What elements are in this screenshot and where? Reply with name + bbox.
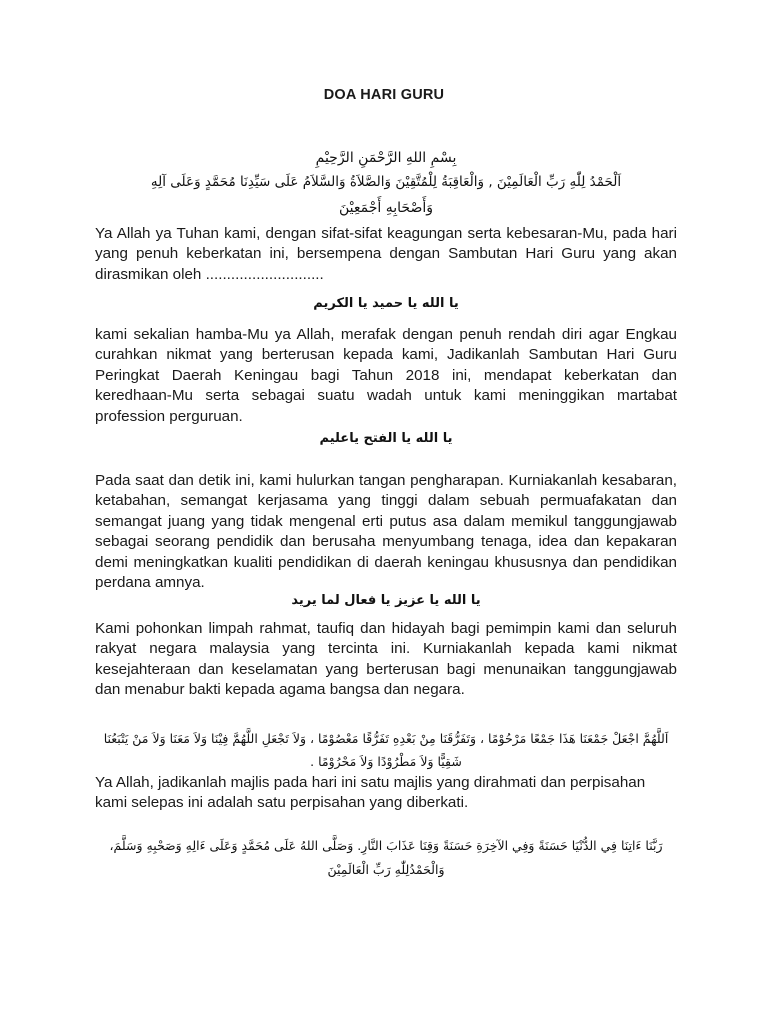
dua-2-line-2: وَالْحَمْدُلِلّٰهِ رَبِّ الْعَالَمِيْنَ (327, 862, 445, 877)
invocation-3: يا الله يا عزيز يا فعال لما يريد (291, 593, 481, 608)
paragraph-5: Ya Allah, jadikanlah majlis pada hari ini satu majlis yang dirahmati dan perpisahan kami selepas ini adalah satu perpisahan yang diberkati. (95, 774, 646, 812)
invocation-2: يا الله يا الفتح ياعليم (319, 431, 453, 446)
dua-2-line-1: رَبَّنَا ءَاتِنَا فِي الدُّنْيَا حَسَنَةً وَفِي الآخِرَةِ حَسَنَةً وَقِنَا عَذَابَ النَّارِ. وَصَلَّى اللهُ عَلَى مُحَمَّدٍ وَعَلَى ءَالِهِ وَصَحْبِهِ وَسَلَّمَ، (109, 838, 663, 853)
paragraph-4: Kami pohonkan limpah rahmat, taufiq dan hidayah bagi pemimpin kami dan seluruh rakyat negara malaysia yang tercinta ini. Kurniakanlah kepada kami nikmat kesejahteraan dan keselamatan yang berterusan bagi menunaikan tanggungjawab dan menabur bakti kepada agama bangsa dan negara. (95, 620, 677, 699)
hamdalah-line-2: وَأَصْحَابِهِ أَجْمَعِيْنَ (339, 200, 433, 216)
basmalah: بِسْمِ اللهِ الرَّحْمَنِ الرَّحِيْمِ (315, 150, 457, 166)
dua-1-line-2: شَقِيًّا وَلاَ مَطْرُوْدًا وَلاَ مَحْرُوْمًا . (310, 754, 462, 769)
paragraph-2: kami sekalian hamba-Mu ya Allah, merafak dengan penuh rendah diri agar Engkau curahkan nikmat yang berterusan kepada kami, Jadikanlah Sambutan Hari Guru Peringkat Daerah Keningau bagi Tahun 2018 ini, mendapat keberkatan dan keredhaan-Mu serta sebagai suatu wadah untuk kami meninggikan martabat profession perguruan. (95, 326, 677, 425)
paragraph-1: Ya Allah ya Tuhan kami, dengan sifat-sifat keagungan serta kebesaran-Mu, pada hari yang penuh keberkatan ini, bersempena dengan Sambutan Hari Guru yang akan dirasmikan oleh ............................ (95, 225, 677, 283)
hamdalah-line-1: اَلْحَمْدُ لِلّٰهِ رَبِّ الْعَالَمِيْنَ , وَالْعَاقِبَةُ لِلْمُتَّقِيْنَ وَالصَّلاَةُ وَالسَّلاَمُ عَلَى سَيِّدِنَا مُحَمَّدٍ وَعَلَى آلِهِ (150, 174, 622, 190)
paragraph-3: Pada saat dan detik ini, kami hulurkan tangan pengharapan. Kurniakanlah kesabaran, ketabahan, semangat kerjasama yang tinggi dalam sebuah permuafakatan dan semangat juang yang tidak mengenal erti putus asa dalam memikul tanggungjawab sebagai seorang pendidik dan berusaha menyumbang tenaga, idea dan kepakaran demi meningkatkan kualiti pendidikan di daerah keningau khususnya dan pendidikan perdana amnya. (95, 472, 677, 592)
document-title: DOA HARI GURU (323, 87, 445, 103)
dua-1-line-1: اَللَّهُمَّ اجْعَلْ جَمْعَنَا هَذَا جَمْعًا مَرْحُوْمًا ، وَتَفَرُّقَنَا مِنْ بَعْدِهِ تَفَرُّقًا مَعْصُوْمًا ، وَلاَ تَجْعَلِ اللَّهُمَّ فِيْنَا وَلاَ مَعَنَا وَلاَ مَنْ يَتْبَعُنَا (103, 731, 669, 746)
invocation-1: يا الله يا حميد يا الكريم (313, 296, 459, 311)
